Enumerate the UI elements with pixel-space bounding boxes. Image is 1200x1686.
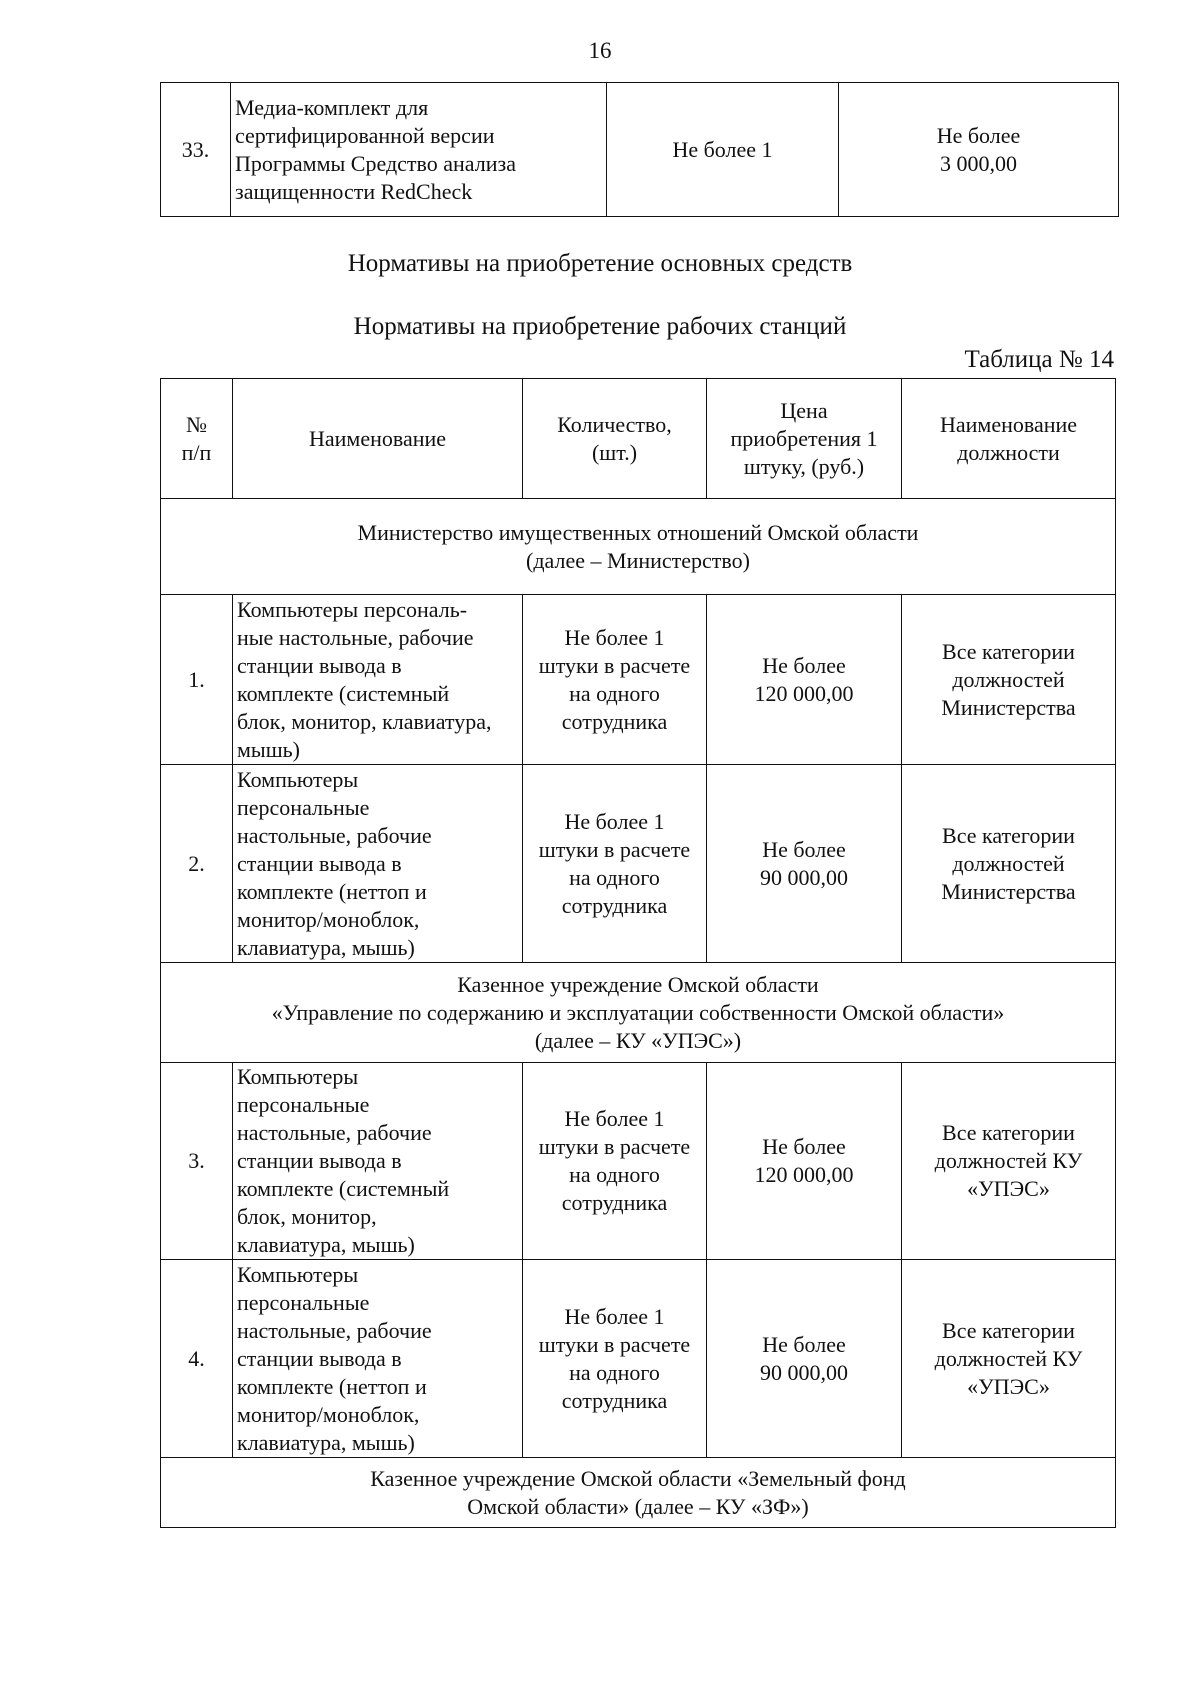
- item-price: Не более 90 000,00: [707, 1260, 902, 1458]
- table-row: [161, 83, 1119, 217]
- item-position: Все категории должностей КУ «УПЭС»: [902, 1063, 1116, 1260]
- table-header-row: [161, 379, 1116, 499]
- item-quantity: Не более 1 штуки в расчете на одного сотрудника: [523, 1063, 707, 1260]
- row-number: 3.: [161, 1063, 233, 1260]
- row-number: 33.: [161, 83, 231, 217]
- subsection-heading: Нормативы на приобретение рабочих станций: [353, 313, 847, 340]
- item-position: Все категории должностей КУ «УПЭС»: [902, 1260, 1116, 1458]
- header-num: № п/п: [161, 379, 233, 499]
- section-heading: Нормативы на приобретение основных средств: [347, 250, 853, 277]
- item-name: Медиа-комплект для сертифицированной версии Программы Средство анализа защищенности RedCheck: [231, 83, 607, 217]
- page-number: 16: [588, 38, 612, 63]
- section-row: [161, 963, 1116, 1063]
- table-label: Таблица № 14: [964, 346, 1114, 373]
- item-price: Не более 90 000,00: [707, 765, 902, 963]
- header-name: Наименование: [233, 379, 523, 499]
- item-name: Компьютеры персональные настольные, рабочие станции вывода в комплекте (неттоп и монитор/моноблок, клавиатура, мышь): [233, 1260, 523, 1458]
- item-quantity: Не более 1 штуки в расчете на одного сотрудника: [523, 595, 707, 765]
- section-title: Казенное учреждение Омской области «Земельный фонд Омской области» (далее – КУ «ЗФ»): [161, 1458, 1116, 1528]
- item-price: Не более 120 000,00: [707, 595, 902, 765]
- item-position: Все категории должностей Министерства: [902, 595, 1116, 765]
- item-price: Не более 120 000,00: [707, 1063, 902, 1260]
- row-number: 2.: [161, 765, 233, 963]
- item-name: Компьютеры персональ- ные настольные, рабочие станции вывода в комплекте (системный блок, монитор, клавиатура, мышь): [233, 595, 523, 765]
- section-row: [161, 1458, 1116, 1528]
- item-price: Не более 3 000,00: [839, 83, 1119, 217]
- table-row: [161, 1063, 1116, 1260]
- main-table: [160, 378, 1116, 1528]
- item-position: Все категории должностей Министерства: [902, 765, 1116, 963]
- row-number: 4.: [161, 1260, 233, 1458]
- item-name: Компьютеры персональные настольные, рабочие станции вывода в комплекте (системный блок, монитор, клавиатура, мышь): [233, 1063, 523, 1260]
- section-row: [161, 499, 1116, 595]
- header-position: Наименование должности: [902, 379, 1116, 499]
- header-price: Цена приобретения 1 штуку, (руб.): [707, 379, 902, 499]
- item-quantity: Не более 1: [607, 83, 839, 217]
- item-quantity: Не более 1 штуки в расчете на одного сотрудника: [523, 1260, 707, 1458]
- table-row: [161, 765, 1116, 963]
- header-quantity: Количество, (шт.): [523, 379, 707, 499]
- top-table: [160, 82, 1119, 217]
- table-row: [161, 595, 1116, 765]
- table-row: [161, 1260, 1116, 1458]
- item-name: Компьютеры персональные настольные, рабочие станции вывода в комплекте (неттоп и монитор/моноблок, клавиатура, мышь): [233, 765, 523, 963]
- section-title: Казенное учреждение Омской области «Управление по содержанию и эксплуатации собственности Омской области» (далее – КУ «УПЭС»): [161, 963, 1116, 1063]
- item-quantity: Не более 1 штуки в расчете на одного сотрудника: [523, 765, 707, 963]
- section-title: Министерство имущественных отношений Омской области (далее – Министерство): [161, 499, 1116, 595]
- row-number: 1.: [161, 595, 233, 765]
